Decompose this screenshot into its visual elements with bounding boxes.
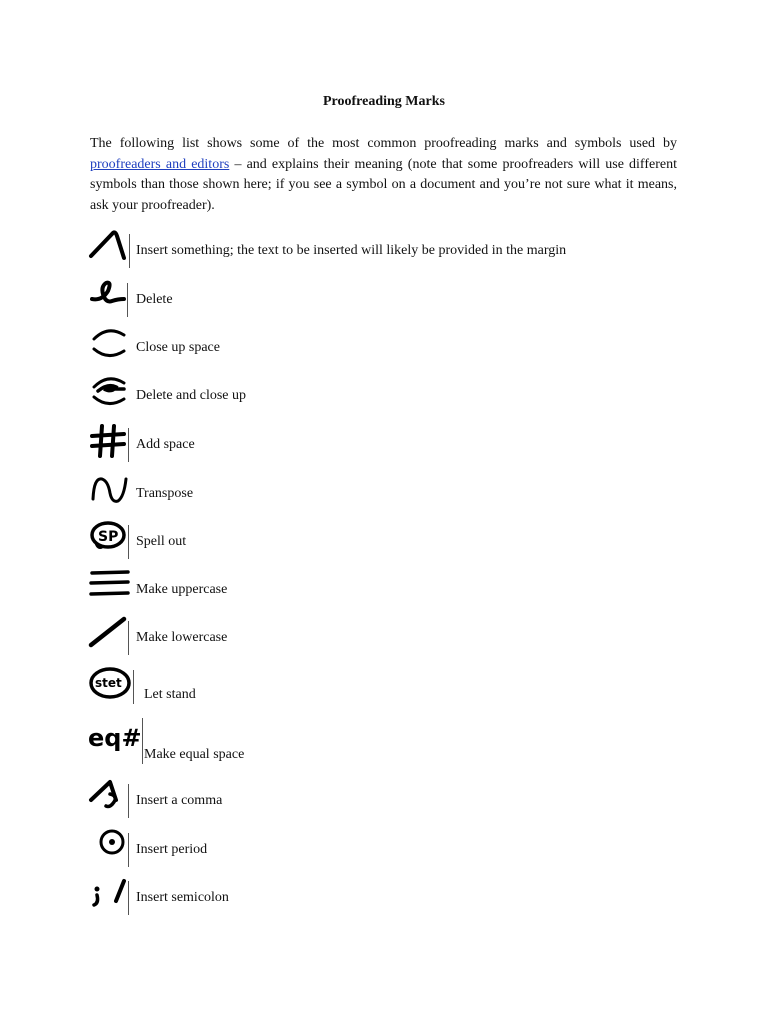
- mark-label: Make equal space: [144, 747, 245, 762]
- mark-label: Insert semicolon: [136, 890, 229, 905]
- svg-text:SP: SP: [98, 529, 119, 545]
- page-title: Proofreading Marks: [323, 94, 445, 109]
- mark-row-lowercase: [88, 615, 728, 659]
- uppercase-triple-line-icon: [88, 567, 136, 611]
- mark-label: Delete and close up: [136, 388, 247, 403]
- mark-row-uppercase: [88, 567, 728, 611]
- mark-label: Spell out: [136, 534, 187, 549]
- mark-label: Make lowercase: [136, 630, 228, 645]
- intro-text-before: The following list shows some of the most common proofreading marks and symbols used by: [90, 136, 677, 151]
- intro-paragraph: [90, 134, 677, 216]
- mark-row-delete: [88, 277, 728, 321]
- mark-label: Insert period: [136, 842, 208, 857]
- mark-row-spell-out: [88, 519, 728, 563]
- mark-label: Close up space: [136, 340, 220, 355]
- mark-row-insert-semicolon: [88, 875, 728, 919]
- mark-label: Insert a comma: [136, 793, 223, 808]
- mark-row-insert-comma: [88, 778, 728, 822]
- mark-row-close-up: [88, 325, 728, 369]
- close-up-icon: [88, 325, 136, 369]
- mark-label: Make uppercase: [136, 582, 228, 597]
- mark-row-insert-period: [88, 827, 728, 871]
- mark-row-transpose: [88, 471, 728, 515]
- svg-text:eq#: eq#: [88, 724, 142, 752]
- proofreaders-editors-link[interactable]: proofreaders and editors: [90, 156, 230, 172]
- mark-row-let-stand: [88, 666, 728, 710]
- mark-label: Insert something; the text to be inserted will likely be provided in the margin: [136, 243, 567, 258]
- delete-close-up-icon: [88, 373, 136, 417]
- mark-label: Let stand: [144, 687, 196, 702]
- equal-space-eq-icon: [88, 718, 144, 762]
- mark-label: Add space: [136, 437, 195, 452]
- transpose-icon: [88, 471, 136, 515]
- mark-label: Delete: [136, 292, 173, 307]
- stet-icon: [88, 666, 136, 710]
- mark-label: Transpose: [136, 486, 194, 501]
- mark-row-insert: [88, 228, 728, 272]
- mark-row-equal-space: [88, 718, 728, 762]
- delete-loop-icon: [88, 277, 136, 321]
- mark-row-add-space: [88, 422, 728, 466]
- intro-text-after: – and explains their meaning (note that some proofreaders will use different symbols than those shown here; if you see a symbol on a document and you’re not sure what it means, ask your proofreader).: [90, 156, 677, 213]
- svg-text:stet: stet: [95, 676, 122, 690]
- mark-row-delete-close-up: [88, 373, 728, 417]
